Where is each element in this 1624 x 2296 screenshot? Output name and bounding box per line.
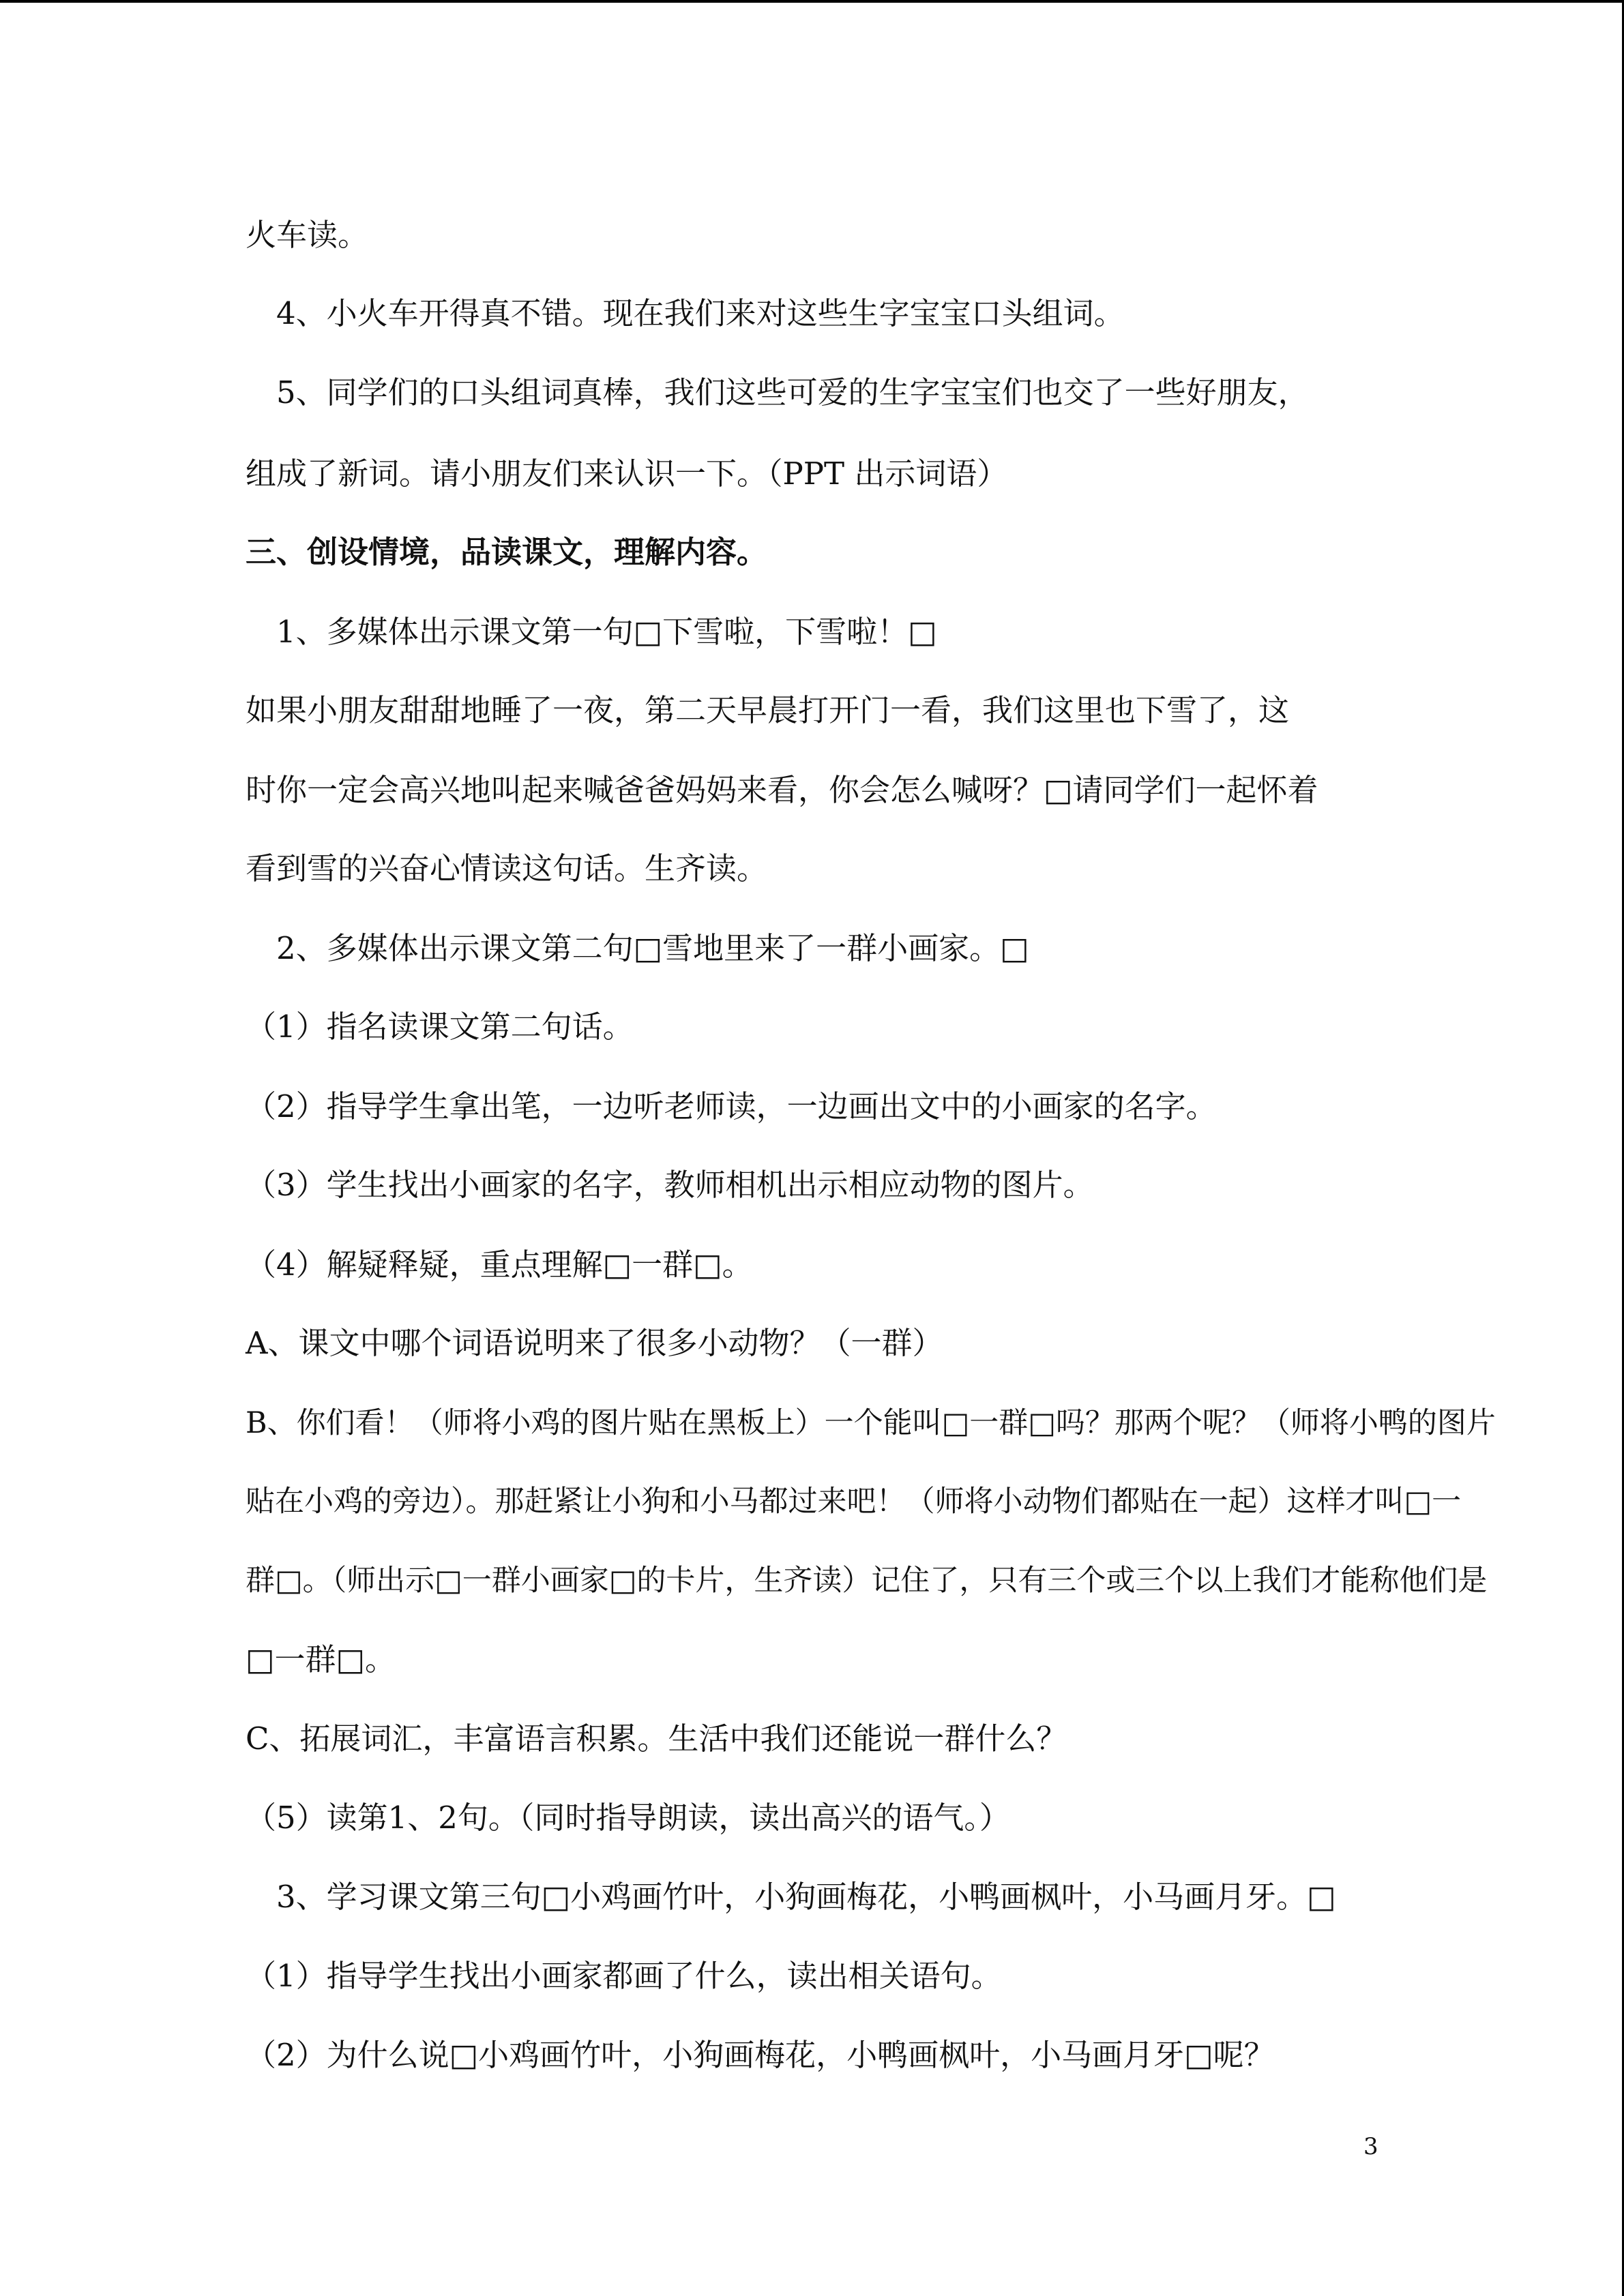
text-line: （3）学生找出小画家的名字，教师相机出示相应动物的图片。 (246, 1167, 1094, 1203)
text-line: 群□。（师出示□一群小画家□的卡片，生齐读）记住了，只有三个或三个以上我们才能称他们是 (246, 1564, 1488, 1598)
top-border (0, 0, 1624, 3)
text-line: 3、学习课文第三句□小鸡画竹叶，小狗画梅花，小鸭画枫叶，小马画月牙。□ (276, 1879, 1336, 1915)
text-line: （1）指名读课文第二句话。 (246, 1009, 634, 1045)
text-line: 2、多媒体出示课文第二句□雪地里来了一群小画家。□ (276, 930, 1029, 966)
text-line: 看到雪的兴奋心情读这句话。生齐读。 (246, 850, 768, 886)
text-line: （2）指导学生拿出笔，一边听老师读，一边画出文中的小画家的名字。 (246, 1088, 1217, 1124)
text-line: 4、小火车开得真不错。现在我们来对这些生字宝宝口头组词。 (276, 295, 1125, 331)
text-line: 1、多媒体出示课文第一句□下雪啦，下雪啦！□ (276, 614, 937, 650)
text-line: （4）解疑释疑，重点理解□一群□。 (246, 1247, 753, 1283)
text-line: （5）读第1、2句。（同时指导朗读，读出高兴的语气。） (246, 1800, 1010, 1836)
section-heading: 三、创设情境，品读课文，理解内容。 (246, 534, 768, 570)
text-line: 贴在小鸡的旁边）。那赶紧让小狗和小马都过来吧！（师将小动物们都贴在一起）这样才叫□一 (246, 1485, 1462, 1519)
text-line: 如果小朋友甜甜地睡了一夜，第二天早晨打开门一看，我们这里也下雪了，这 (246, 692, 1290, 728)
text-line: C、拓展词汇，丰富语言积累。生活中我们还能说一群什么？ (246, 1720, 1067, 1757)
text-line: 火车读。 (246, 217, 369, 253)
text-line: B、你们看！（师将小鸡的图片贴在黑板上）一个能叫□一群□吗？那两个呢？（师将小鸭的图片 (246, 1406, 1496, 1440)
text-line: 时你一定会高兴地叫起来喊爸爸妈妈来看，你会怎么喊呀？□请同学们一起怀着 (246, 772, 1318, 808)
text-line: A、课文中哪个词语说明来了很多小动物？（一群） (246, 1325, 943, 1361)
text-line: 组成了新词。请小朋友们来认识一下。（PPT 出示词语） (246, 456, 1008, 492)
text-line: （1）指导学生找出小画家都画了什么，读出相关语句。 (246, 1958, 1002, 1994)
page-number: 3 (1363, 2133, 1378, 2160)
text-line: □一群□。 (246, 1641, 396, 1678)
text-line: （2）为什么说□小鸡画竹叶，小狗画梅花，小鸭画枫叶，小马画月牙□呢？ (246, 2037, 1275, 2073)
text-line: 5、同学们的口头组词真棒，我们这些可爱的生字宝宝们也交了一些好朋友， (276, 374, 1309, 411)
